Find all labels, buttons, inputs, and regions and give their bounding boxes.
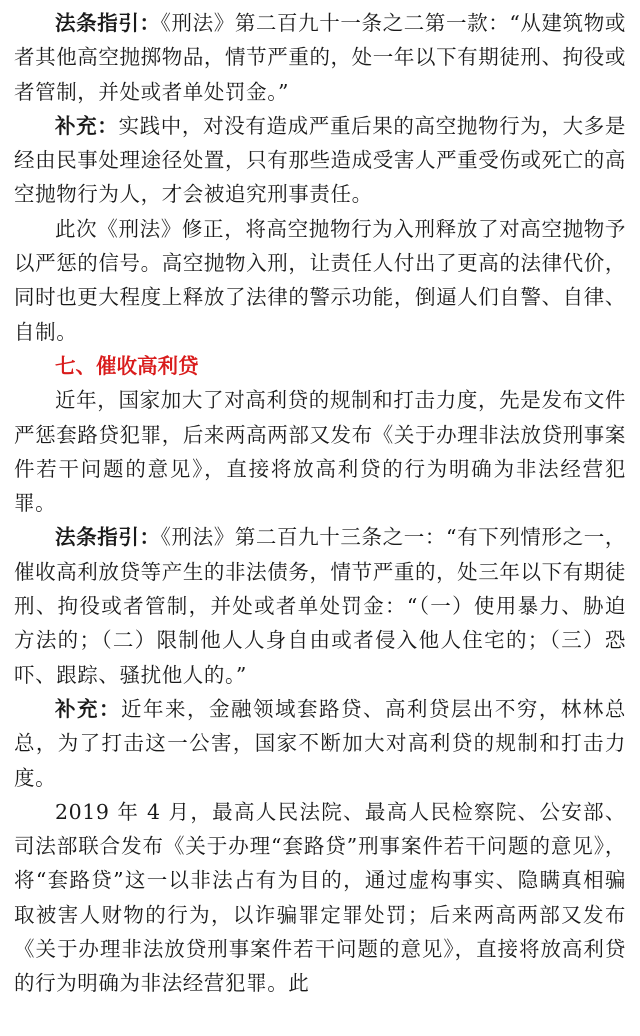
lead-label: 法条指引：: [55, 11, 161, 35]
lead-label: 补充：: [55, 113, 119, 138]
paragraph-text: 2019 年 4 月，最高人民法院、最高人民检察院、公安部、司法部联合发布《关于办理“套路贷”刑事案件若干问题的意见》，将“套路贷”这一以非法占有为目的，通过虚构事实、隐瞒真相骗取被害人财物的行为，以诈骗罪定罪处罚；后来两高两部又发布《关于办理非法放贷刑事案件若干问题的意见》，直接将放高利贷的行为明确为非法经营犯罪。此: [14, 799, 626, 996]
lead-label: 法条指引：: [55, 525, 161, 550]
paragraph-body-2: [14, 383, 626, 520]
paragraph-body-3: [14, 795, 626, 1001]
section-heading: 七、催收高利贷: [55, 353, 199, 378]
paragraph-text: 《刑法》第二百九十一条之二第一款：“从建筑物或者其他高空抛掷物品，情节严重的，处一年以下有期徒刑、拘役或者管制，并处或者单处罚金。”: [14, 11, 627, 104]
paragraph-body-1: [14, 212, 626, 349]
paragraph-text: 近年，国家加大了对高利贷的规制和打击力度，先是发布文件严惩套路贷犯罪，后来两高两部又发布《关于办理非法放贷刑事案件若干问题的意见》，直接将放高利贷的行为明确为非法经营犯罪。: [14, 388, 626, 516]
paragraph-text: 实践中，对没有造成严重后果的高空抛物行为，大多是经由民事处理途径处置，只有那些造成受害人严重受伤或死亡的高空抛物行为人，才会被追究刑事责任。: [14, 113, 626, 207]
paragraph-legal-reference-1: [14, 6, 626, 109]
paragraph-text: 近年来，金融领域套路贷、高利贷层出不穷，林林总总，为了打击这一公害，国家不断加大对高利贷的规制和打击力度。: [14, 696, 626, 790]
paragraph-legal-reference-2: [14, 520, 626, 691]
paragraph-text: 《刑法》第二百九十三条之一：“有下列情形之一，催收高利放贷等产生的非法债务，情节严重的，处三年以下有期徒刑、拘役或者管制，并处或者单处罚金：“（一）使用暴力、胁迫方法的；（二）限制他人人身自由或者侵入他人住宅的；（三）恐吓、跟踪、骚扰他人的。”: [14, 525, 627, 687]
paragraph-supplement-1: [14, 109, 626, 212]
lead-label: 补充：: [55, 696, 121, 721]
paragraph-text: 此次《刑法》修正，将高空抛物行为入刑释放了对高空抛物予以严惩的信号。高空抛物入刑，让责任人付出了更高的法律代价，同时也更大程度上释放了法律的警示功能，倒逼人们自警、自律、自制。: [14, 216, 626, 344]
paragraph-supplement-2: [14, 692, 626, 795]
